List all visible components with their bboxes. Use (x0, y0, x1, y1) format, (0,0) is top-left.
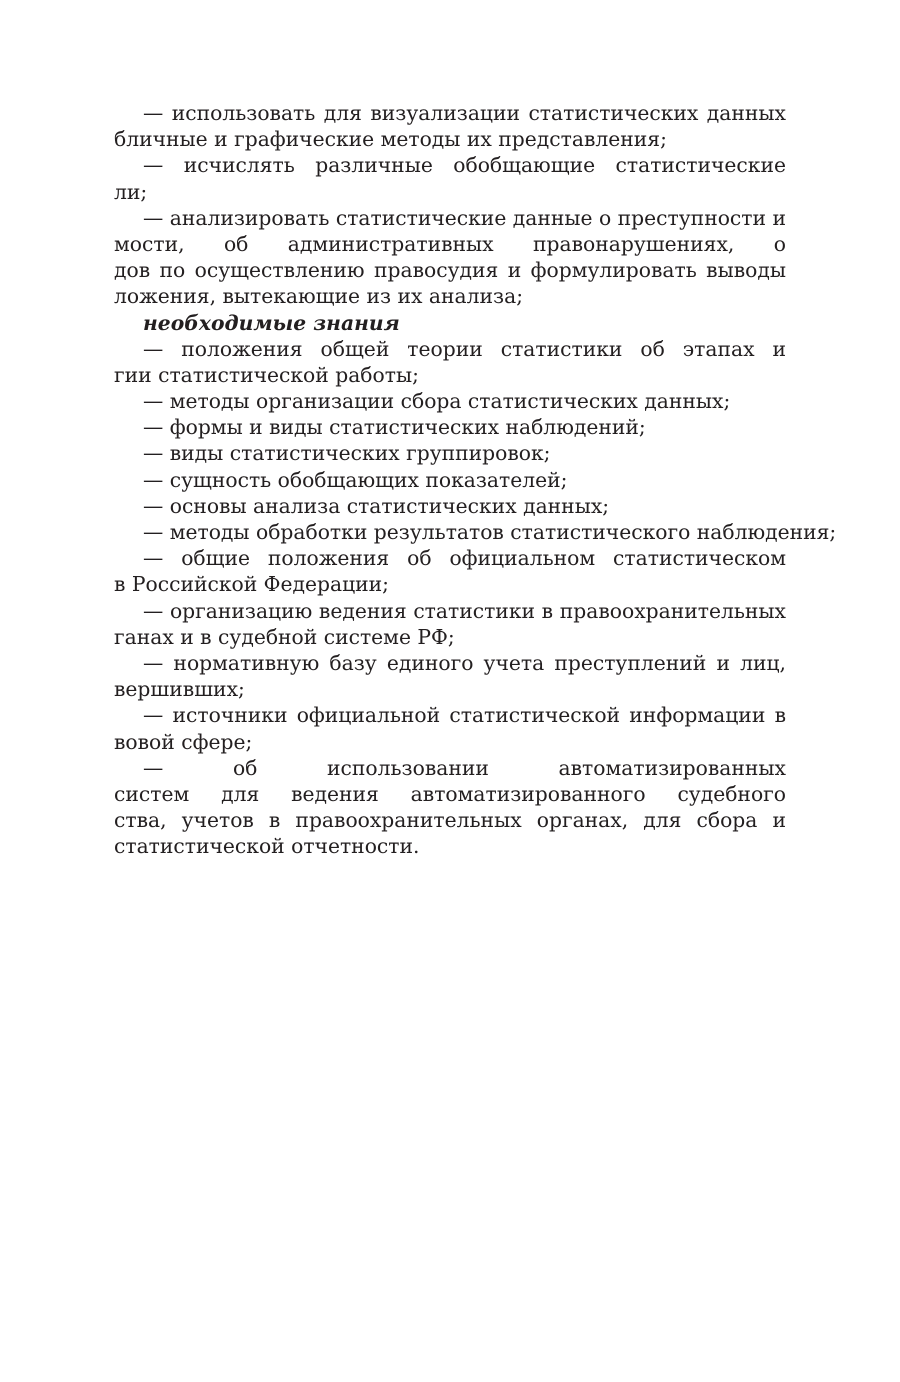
text-line: — об использовании автоматизированных (143, 755, 786, 780)
text-line: ганах и в судебной системе РФ; (114, 624, 455, 649)
text-line: ложения, вытекающие из их анализа; (114, 284, 524, 309)
text-line: — нормативную базу единого учета преступлений и лиц, (143, 650, 786, 675)
text-line: — методы обработки результатов статистического наблюдения; (143, 520, 837, 544)
text-line: — источники официальной статистической информации в (143, 703, 786, 728)
text-line: систем для ведения автоматизированного судебного (114, 781, 786, 806)
text-line: — организацию ведения статистики в правоохранительных (143, 598, 786, 623)
text-line: статистической отчетности. (114, 834, 420, 859)
text-line: — анализировать статистические данные о преступности и (143, 205, 786, 230)
text-line: — исчислять различные обобщающие статистические (143, 153, 786, 178)
text-line: ли; (114, 179, 148, 204)
text-line: в Российской Федерации; (114, 572, 389, 597)
text-line: гии статистической работы; (114, 362, 419, 387)
text-line: — формы и виды статистических наблюдений; (143, 415, 646, 440)
text-line: — методы организации сбора статистических данных; (143, 389, 731, 414)
text-line: ства, учетов в правоохранительных органах, для сбора и (114, 808, 786, 833)
text-line: дов по осуществлению правосудия и формулировать выводы (114, 258, 786, 283)
text-line: — общие положения об официальном статистическом (143, 546, 786, 571)
text-line: — использовать для визуализации статистических данных (143, 101, 786, 125)
section-subheading: необходимые знания (143, 310, 400, 335)
text-line: вовой сфере; (114, 729, 253, 754)
text-line: — сущность обобщающих показателей; (143, 467, 568, 492)
text-line: — положения общей теории статистики об этапах и (143, 336, 786, 361)
text-line: бличные и графические методы их представления; (114, 127, 667, 152)
page-body (114, 100, 837, 859)
text-line: — виды статистических группировок; (143, 441, 551, 466)
text-line: — основы анализа статистических данных; (143, 493, 610, 518)
text-line: мости, об административных правонарушениях, о (114, 231, 786, 256)
text-line: вершивших; (114, 677, 245, 702)
